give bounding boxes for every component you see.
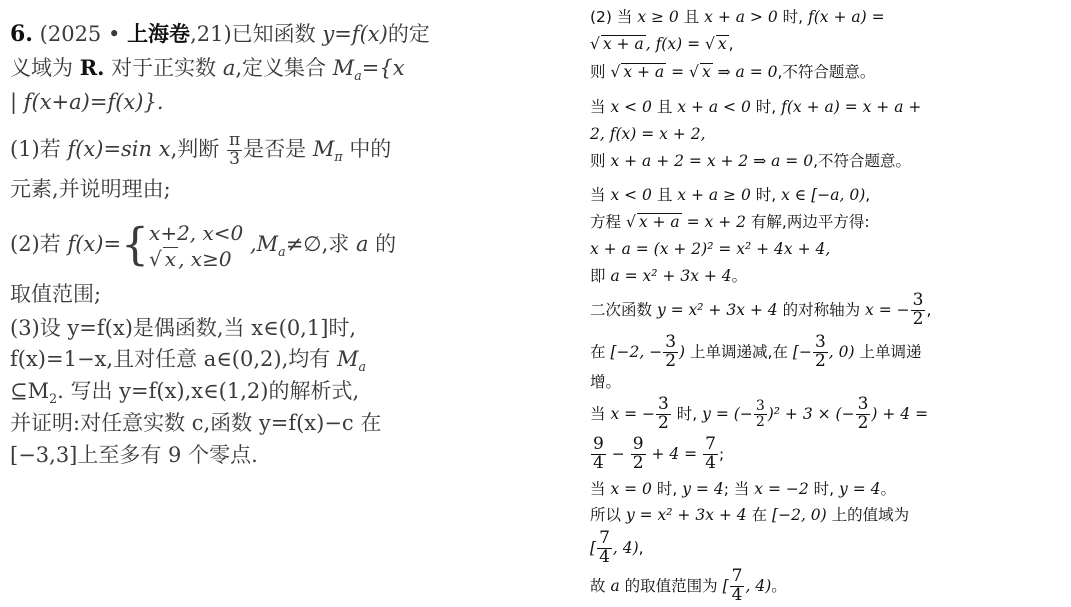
m: y = 4	[839, 480, 881, 498]
set-M-a: ,M	[249, 232, 279, 256]
part2-line-1	[10, 218, 396, 278]
frac-den: 2	[665, 350, 677, 371]
t: 上的值域为	[831, 506, 910, 524]
part1-line-2: 元素,并说明理由;	[10, 177, 171, 201]
m: , 4)	[612, 538, 639, 557]
m: a	[610, 576, 620, 595]
m: [	[722, 576, 729, 595]
part3-line-3	[10, 379, 359, 411]
case-1: x+2, x<0	[149, 220, 244, 245]
source-close: ,21)已知函数	[190, 22, 316, 46]
t: 且	[656, 98, 673, 116]
t: 时,	[676, 404, 698, 423]
t: 时,	[813, 480, 835, 498]
sol-line-6	[590, 150, 911, 172]
m: [−2, −	[610, 342, 663, 361]
t: ,	[865, 186, 871, 204]
t: 当	[590, 186, 606, 204]
t: 则	[590, 152, 606, 170]
sqrt-icon: √	[590, 35, 600, 53]
m: , f(x) =	[645, 35, 701, 53]
case-2	[149, 246, 243, 272]
part2-function: f(x)=	[67, 232, 122, 256]
m: x = −	[610, 404, 656, 423]
t: 的取值范围为	[624, 576, 718, 595]
case-2-cond: , x≥0	[178, 246, 232, 271]
m: x + a > 0	[704, 8, 778, 26]
t: 即	[590, 267, 606, 285]
m: y = (−	[702, 404, 753, 423]
t: 当	[590, 480, 606, 498]
problem-number: 6.	[10, 21, 33, 47]
t: 时,	[755, 186, 777, 204]
t: 的对称轴为	[782, 300, 861, 319]
source-open: (2025	[39, 22, 102, 46]
sol-line-18	[590, 530, 644, 567]
t: 在	[751, 506, 768, 524]
set-def-open: ={x	[361, 56, 405, 80]
set-M-pi: M	[312, 136, 335, 161]
sqrt-icon: √	[149, 246, 162, 271]
source-name: 上海卷	[127, 21, 191, 46]
fraction	[703, 436, 718, 473]
frac-num: 9	[593, 434, 604, 454]
sqrt-body: x	[164, 246, 177, 271]
m: y = 4	[682, 480, 724, 498]
frac-den: 2	[755, 413, 765, 430]
t: ; 当	[723, 480, 750, 498]
source-dot: •	[107, 22, 121, 46]
subset-M: ⊆M	[10, 379, 50, 403]
m: , 4)	[745, 576, 772, 595]
m: =	[671, 63, 685, 81]
part2-of: 的	[375, 232, 397, 256]
fraction	[730, 568, 745, 605]
var-a: a	[222, 56, 236, 80]
set-M-a: M	[336, 347, 359, 371]
frac-num: 7	[705, 434, 716, 454]
function-expr: y=f(x)	[322, 22, 388, 46]
t: 有解,两边平方得:	[750, 213, 870, 231]
m: , 0)	[828, 342, 855, 361]
t: 时,	[755, 98, 777, 116]
part1-of: 中的	[349, 136, 392, 161]
not-empty: ≠∅,求	[285, 232, 350, 256]
sol-line-2	[590, 33, 734, 55]
t: (2) 当	[590, 8, 633, 26]
t: ;	[718, 444, 725, 463]
t: ,不符合题意。	[777, 63, 876, 81]
sol-line-14	[590, 396, 928, 433]
sol-line-8	[590, 211, 870, 233]
t: 。	[731, 267, 748, 285]
m: [−	[792, 342, 812, 361]
part3-condition: f(x)=1−x,且对任意 a∈(0,2),均有	[10, 347, 331, 371]
fraction	[813, 334, 828, 371]
t: 则	[590, 63, 606, 81]
sqrt-body: x + a	[623, 63, 665, 81]
text-positive-real: 对于正实数	[111, 56, 217, 80]
part3-ask: . 写出 y=f(x),x∈(1,2)的解析式,	[57, 379, 360, 403]
m: f(x + a) =	[808, 8, 885, 26]
m: x ∈ [−a, 0)	[781, 186, 866, 204]
part3-line-2	[10, 347, 366, 379]
sol-line-4	[590, 96, 921, 118]
sqrt-icon: √	[705, 35, 715, 53]
frac-num: 3	[755, 398, 765, 415]
pi-over-3	[227, 132, 242, 169]
m: a = x² + 3x + 4	[610, 267, 732, 285]
t: 。	[880, 480, 897, 498]
m: x = −	[865, 300, 910, 319]
frac-num: 3	[857, 394, 869, 414]
t: 故	[590, 576, 606, 595]
frac-num: 7	[731, 566, 743, 586]
set-M-a-sub: a	[278, 244, 286, 260]
left-brace-icon: {	[121, 219, 150, 271]
frac-num: π	[228, 130, 241, 150]
t: 当	[590, 404, 606, 423]
set-M-sub: a	[354, 68, 362, 84]
problem-line-1	[10, 22, 430, 46]
fraction	[631, 436, 646, 473]
fraction	[591, 436, 606, 473]
m: )	[679, 342, 686, 361]
m: f(x + a) = x + a +	[781, 98, 922, 116]
m: x < 0	[610, 186, 652, 204]
sqrt-body: x + a	[638, 213, 680, 231]
part1-line-1	[10, 132, 391, 169]
var-a: a	[355, 232, 369, 256]
t: 二次函数	[590, 300, 653, 319]
t: 方程	[590, 213, 622, 231]
t: 且	[683, 8, 700, 26]
m: x + a ≥ 0	[677, 186, 751, 204]
subset-M-sub: 2	[49, 391, 58, 407]
fraction	[597, 530, 612, 567]
m: x = 0	[610, 480, 652, 498]
frac-den: 2	[658, 412, 669, 433]
sqrt-body: x	[717, 35, 727, 53]
m: −	[611, 444, 625, 463]
m: )² + 3 × (−	[767, 404, 855, 423]
part3-line-5: [−3,3]上至多有 9 个零点.	[10, 443, 258, 467]
sol-line-19	[590, 568, 787, 605]
sol-line-12	[590, 334, 922, 371]
t: 上单调递	[859, 342, 922, 361]
m: x + a < 0	[677, 98, 751, 116]
t: ,不符合题意。	[813, 152, 911, 170]
text-domain: 义域为	[10, 56, 73, 80]
t: ,	[728, 35, 734, 53]
frac-den: 2	[632, 452, 644, 473]
frac-num: 3	[912, 290, 924, 310]
m: [−2, 0)	[772, 506, 827, 524]
frac-den: 3	[229, 148, 240, 169]
sqrt-body: x	[701, 63, 711, 81]
sqrt-icon: √	[689, 63, 699, 81]
fraction	[656, 396, 671, 433]
set-M-pi-sub: π	[334, 149, 343, 165]
sol-line-11	[590, 292, 931, 329]
frac-den: 4	[599, 546, 610, 567]
t: 。	[771, 576, 787, 595]
sol-line-17	[590, 504, 909, 526]
set-M-a-sub: a	[358, 359, 366, 375]
sol-line-13: 增。	[590, 373, 622, 391]
m: x < 0	[610, 98, 652, 116]
sol-line-7	[590, 184, 870, 206]
frac-num: 3	[814, 332, 826, 352]
sol-line-9: x + a = (x + 2)² = x² + 4x + 4,	[590, 240, 831, 258]
set-M: M	[332, 56, 355, 80]
t: ,	[638, 538, 644, 557]
sqrt-body: x + a	[602, 35, 644, 53]
part2-line-2: 取值范围;	[10, 282, 102, 306]
t: 且	[656, 186, 673, 204]
t: 时,	[782, 8, 804, 26]
real-set-symbol: R.	[79, 55, 105, 80]
part3-line-1: (3)设 y=f(x)是偶函数,当 x∈(0,1]时,	[10, 316, 357, 340]
text-define-set: ,定义集合	[235, 56, 327, 80]
sqrt-icon: √	[610, 63, 621, 81]
frac-den: 2	[912, 308, 924, 329]
sol-line-10	[590, 265, 747, 287]
t: 上单调递减,在	[690, 342, 788, 361]
frac-den: 4	[731, 584, 743, 605]
sol-line-1	[590, 6, 885, 28]
fraction	[663, 334, 678, 371]
m: x ≥ 0	[637, 8, 679, 26]
m: x + a + 2 = x + 2 ⇒ a = 0	[610, 152, 814, 170]
m: [	[590, 538, 597, 557]
problem-line-3: | f(x+a)=f(x)}.	[10, 90, 164, 114]
fraction	[856, 396, 871, 433]
m: ⇒ a = 0	[717, 63, 778, 81]
piecewise-cases	[149, 220, 243, 272]
m: x = −2	[754, 480, 809, 498]
m: = x + 2	[686, 213, 746, 231]
m: ) + 4 =	[871, 404, 929, 423]
frac-den: 4	[593, 452, 604, 473]
t: ,	[926, 300, 932, 319]
problem-line-2	[10, 56, 405, 88]
fraction	[754, 399, 767, 429]
sol-line-16	[590, 478, 896, 500]
frac-num: 7	[599, 528, 610, 548]
sol-line-5: 2, f(x) = x + 2,	[590, 125, 706, 143]
sqrt-icon: √	[625, 213, 636, 231]
m: y = x² + 3x + 4	[656, 300, 778, 319]
fraction	[911, 292, 926, 329]
part1-is: 是否是	[243, 136, 307, 161]
frac-num: 9	[632, 434, 644, 454]
t: 当	[590, 98, 606, 116]
frac-den: 4	[705, 452, 716, 473]
part2-label: (2)若	[10, 232, 61, 256]
t: 在	[590, 342, 606, 361]
sol-line-3	[590, 61, 875, 83]
t: 时,	[656, 480, 678, 498]
part1-label: (1)若	[10, 136, 61, 161]
part3-line-4: 并证明:对任意实数 c,函数 y=f(x)−c 在	[10, 411, 382, 435]
m: + 4 =	[651, 444, 698, 463]
t: 所以	[590, 506, 622, 524]
frac-num: 3	[665, 332, 677, 352]
frac-den: 2	[814, 350, 826, 371]
m: y = x² + 3x + 4	[625, 506, 747, 524]
part1-judge: ,判断	[170, 136, 220, 161]
sol-line-15	[590, 436, 724, 473]
frac-num: 3	[658, 394, 669, 414]
part1-function: f(x)=sin x	[67, 136, 171, 161]
frac-den: 2	[857, 412, 869, 433]
line1-end: 的定	[387, 22, 430, 46]
